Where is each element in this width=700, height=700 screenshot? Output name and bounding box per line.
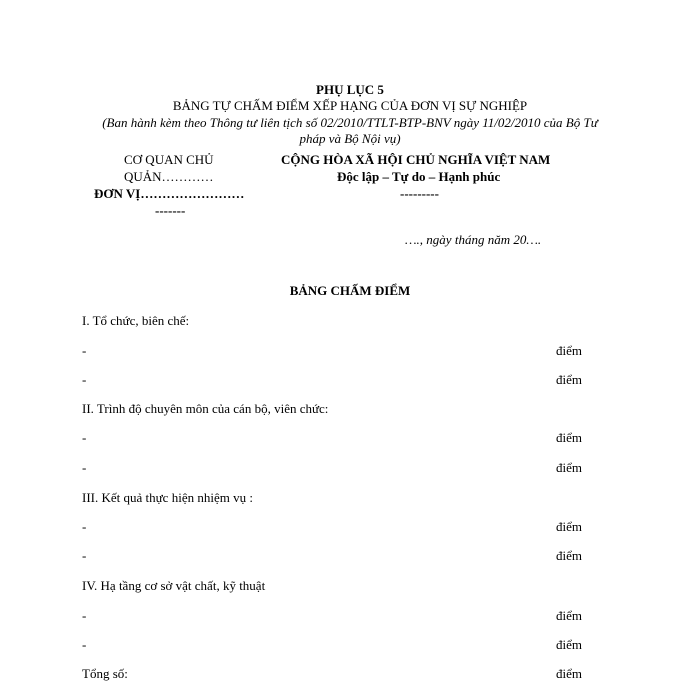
score-unit: điểm (556, 637, 582, 652)
subtitle-line-1: (Ban hành kèm theo Thông tư liên tịch số 02/2010/TTLT-BTP-BNV ngày 11/02/2010 của Bộ Tư (102, 115, 598, 130)
subtitle-line-2: pháp và Bộ Nội vụ) (299, 131, 401, 146)
score-unit: điểm (556, 519, 582, 534)
section-heading: I. Tổ chức, biên chế: (82, 313, 190, 328)
list-item-bullet: - (82, 430, 87, 445)
score-unit: điểm (556, 460, 582, 475)
list-item-bullet: - (82, 372, 87, 387)
table-title: BẢNG CHẤM ĐIỂM (289, 283, 411, 298)
section-heading: III. Kết quả thực hiện nhiệm vụ : (82, 490, 253, 505)
agency-label: CƠ QUAN CHỦ (124, 152, 214, 167)
section-heading: II. Trình độ chuyên môn của cán bộ, viên chức: (82, 401, 329, 416)
agency-blank: QUẢN………… (124, 169, 214, 184)
score-unit: điểm (556, 430, 582, 445)
total-label: Tổng số: (82, 666, 128, 681)
list-item-bullet: - (82, 343, 87, 358)
list-item-bullet: - (82, 637, 87, 652)
list-item-bullet: - (82, 519, 87, 534)
section-heading: IV. Hạ tầng cơ sở vật chất, kỹ thuật (82, 578, 266, 593)
score-unit: điểm (556, 608, 582, 623)
country-name: CỘNG HÒA XÃ HỘI CHỦ NGHĨA VIỆT NAM (281, 152, 551, 167)
right-divider: --------- (400, 186, 439, 201)
score-unit: điểm (556, 372, 582, 387)
score-unit: điểm (556, 343, 582, 358)
total-unit: điểm (556, 666, 582, 681)
list-item-bullet: - (82, 608, 87, 623)
list-item-bullet: - (82, 460, 87, 475)
left-divider: ------- (155, 203, 186, 218)
score-unit: điểm (556, 548, 582, 563)
country-motto: Độc lập – Tự do – Hạnh phúc (337, 169, 501, 184)
appendix-label: PHỤ LỤC 5 (316, 82, 384, 97)
unit-label: ĐƠN VỊ…………………… (94, 186, 245, 201)
date-line: …., ngày tháng năm 20…. (405, 232, 542, 247)
document-title: BẢNG TỰ CHẤM ĐIỂM XẾP HẠNG CỦA ĐƠN VỊ SỰ NGHIỆP (172, 98, 528, 113)
list-item-bullet: - (82, 548, 87, 563)
